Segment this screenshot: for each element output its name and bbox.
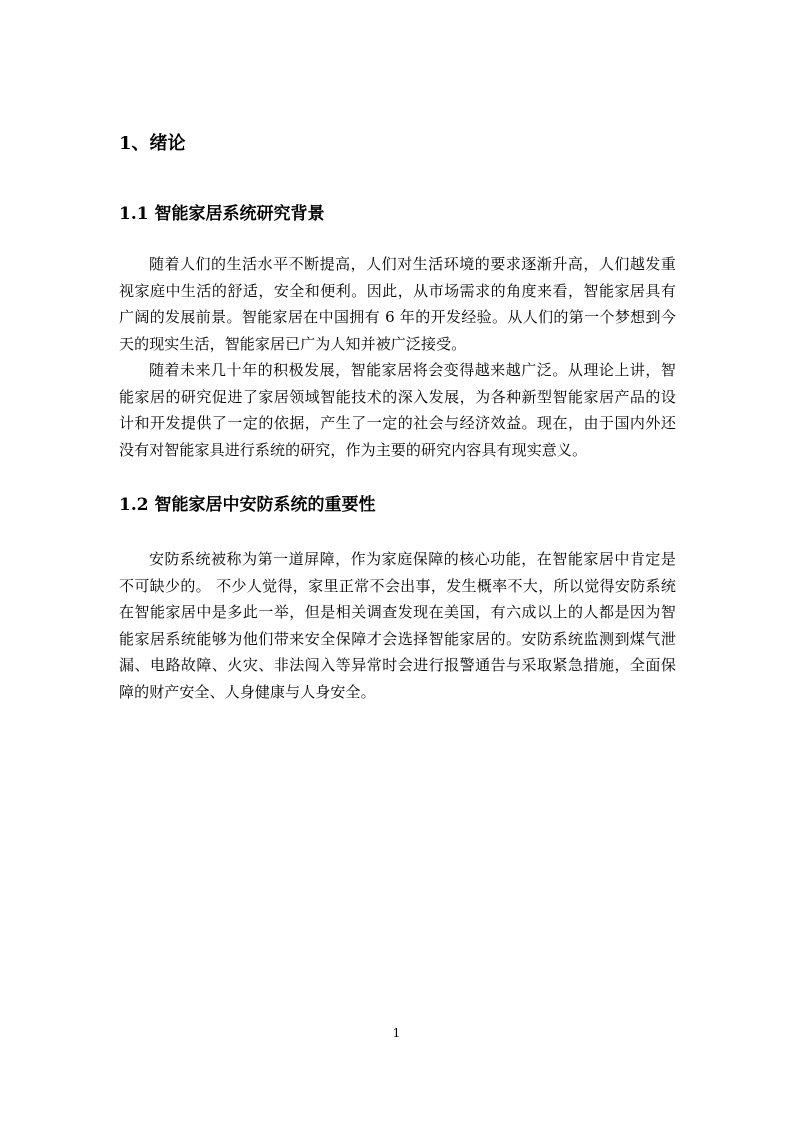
section-title-1-2: 1.2 智能家居中安防系统的重要性	[119, 495, 376, 515]
paragraph: 随着未来几十年的积极发展，智能家居将会变得越来越广泛。从理论上讲，智能家居的研究促进了家居领域智能技术的深入发展，为各种新型智能家居产品的设计和开发提供了一定的依据，产生了一定的社会与经济效益。现在，由于国内外还没有对智能家具进行系统的研究，作为主要的研究内容具有现实意义。	[119, 361, 676, 459]
paragraph: 随着人们的生活水平不断提高，人们对生活环境的要求逐渐升高，人们越发重视家庭中生活的舒适，安全和便利。因此，从市场需求的角度来看，智能家居具有广阔的发展前景。智能家居在中国拥有 6 年的开发经验。从人们的第一个梦想到今天的现实生活，智能家居已广为人知并被广泛接受。	[119, 255, 676, 353]
section-body-1-2	[119, 546, 676, 705]
section-title-1-1: 1.1 智能家居系统研究背景	[119, 204, 325, 224]
paragraph: 安防系统被称为第一道屏障，作为家庭保障的核心功能，在智能家居中肯定是不可缺少的。 不少人觉得，家里正常不会出事，发生概率不大，所以觉得安防系统在智能家居中是多此一举，但是相关调查发现在美国，有六成以上的人都是因为智能家居系统能够为他们带来安全保障才会选择智能家居的。安防系统监测到煤气泄漏、电路故障、火灾、非法闯入等异常时会进行报警通告与采取紧急措施，全面保障的财产安全、人身健康与人身安全。	[119, 550, 676, 701]
section-body-1-1	[119, 251, 676, 463]
page-content	[119, 130, 676, 705]
chapter-title: 1、绪论	[119, 133, 186, 154]
page-number: 1	[392, 1026, 401, 1040]
